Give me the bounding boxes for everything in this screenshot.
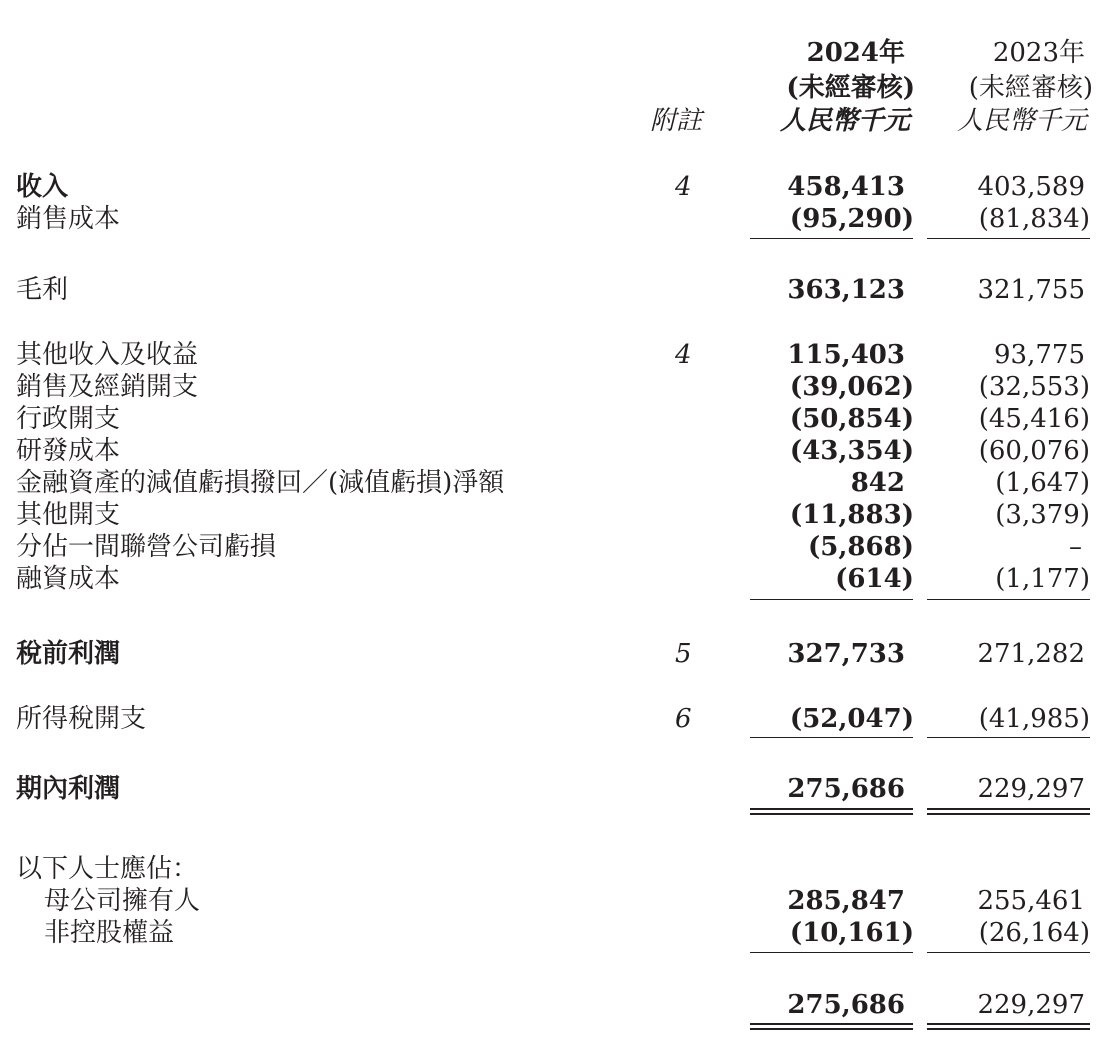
other-income-note: 4 — [675, 340, 692, 370]
impairment-2023: (1,647) — [995, 468, 1090, 498]
header-2024-audit: (未經審核) — [786, 73, 915, 103]
subtotal-rule-2023 — [927, 599, 1090, 600]
impairment-2024: 842 — [850, 468, 905, 498]
associate-loss-label: 分佔一間聯營公司虧損 — [16, 532, 277, 562]
nci-label: 非控股權益 — [44, 918, 175, 948]
total-double-rule-2023 — [927, 1023, 1090, 1030]
other-income-label: 其他收入及收益 — [16, 340, 199, 370]
associate-loss-2023: – — [1069, 532, 1082, 562]
owners-2024: 285,847 — [787, 886, 905, 916]
gross-profit-2024: 363,123 — [787, 275, 905, 305]
owners-label: 母公司擁有人 — [44, 886, 201, 916]
nci-2023: (26,164) — [978, 918, 1090, 948]
rnd-cost-label: 研發成本 — [16, 436, 121, 466]
revenue-2024: 458,413 — [787, 172, 905, 202]
pbt-2023: 271,282 — [977, 639, 1085, 669]
pbt-2024: 327,733 — [787, 639, 905, 669]
other-expenses-label: 其他開支 — [16, 500, 121, 530]
finance-cost-2023: (1,177) — [995, 564, 1090, 594]
other-income-2023: 93,775 — [994, 340, 1085, 370]
profit-label: 期內利潤 — [16, 774, 121, 804]
impairment-label: 金融資產的減值虧損撥回／(減值虧損)淨額 — [16, 468, 505, 498]
gross-profit-2023: 321,755 — [977, 275, 1085, 305]
rnd-cost-2024: (43,354) — [789, 436, 914, 466]
total-double-rule-2023 — [927, 808, 1090, 815]
finance-cost-2024: (614) — [835, 564, 914, 594]
revenue-label: 收入 — [16, 172, 69, 202]
subtotal-rule-2023 — [927, 952, 1090, 953]
selling-expenses-2024: (39,062) — [789, 372, 914, 402]
subtotal-rule-2024 — [750, 599, 913, 600]
total-2024: 275,686 — [787, 990, 905, 1020]
selling-expenses-label: 銷售及經銷開支 — [16, 372, 199, 402]
tax-note: 6 — [675, 704, 692, 734]
tax-label: 所得稅開支 — [16, 704, 147, 734]
selling-expenses-2023: (32,553) — [978, 372, 1090, 402]
note-column-header: 附註 — [650, 106, 703, 136]
subtotal-rule-2023 — [927, 737, 1090, 738]
total-double-rule-2024 — [750, 808, 913, 815]
subtotal-rule-2024 — [750, 737, 913, 738]
subtotal-rule-2024 — [750, 952, 913, 953]
revenue-2023: 403,589 — [977, 172, 1085, 202]
subtotal-rule-2024 — [750, 238, 913, 239]
admin-expenses-label: 行政開支 — [16, 404, 121, 434]
cost-of-sales-label: 銷售成本 — [16, 204, 121, 234]
profit-2024: 275,686 — [787, 774, 905, 804]
revenue-note: 4 — [675, 172, 692, 202]
total-2023: 229,297 — [977, 990, 1085, 1020]
rnd-cost-2023: (60,076) — [978, 436, 1090, 466]
header-2023-year: 2023年 — [992, 38, 1085, 68]
nci-2024: (10,161) — [789, 918, 914, 948]
cost-of-sales-2024: (95,290) — [789, 204, 914, 234]
owners-2023: 255,461 — [977, 886, 1085, 916]
tax-2024: (52,047) — [789, 704, 914, 734]
profit-2023: 229,297 — [977, 774, 1085, 804]
other-expenses-2023: (3,379) — [995, 500, 1090, 530]
other-income-2024: 115,403 — [787, 340, 905, 370]
attributable-heading: 以下人士應佔： — [16, 854, 199, 884]
cost-of-sales-2023: (81,834) — [978, 204, 1090, 234]
header-2024-unit: 人民幣千元 — [779, 106, 910, 136]
pbt-label: 稅前利潤 — [16, 639, 121, 669]
header-2023-unit: 人民幣千元 — [956, 106, 1087, 136]
total-double-rule-2024 — [750, 1023, 913, 1030]
header-2023-audit: (未經審核) — [968, 73, 1093, 103]
admin-expenses-2023: (45,416) — [978, 404, 1090, 434]
gross-profit-label: 毛利 — [16, 275, 69, 305]
associate-loss-2024: (5,868) — [807, 532, 914, 562]
subtotal-rule-2023 — [927, 238, 1090, 239]
finance-cost-label: 融資成本 — [16, 564, 121, 594]
tax-2023: (41,985) — [978, 704, 1090, 734]
other-expenses-2024: (11,883) — [789, 500, 914, 530]
admin-expenses-2024: (50,854) — [789, 404, 914, 434]
header-2024-year: 2024年 — [806, 38, 905, 68]
pbt-note: 5 — [675, 639, 692, 669]
